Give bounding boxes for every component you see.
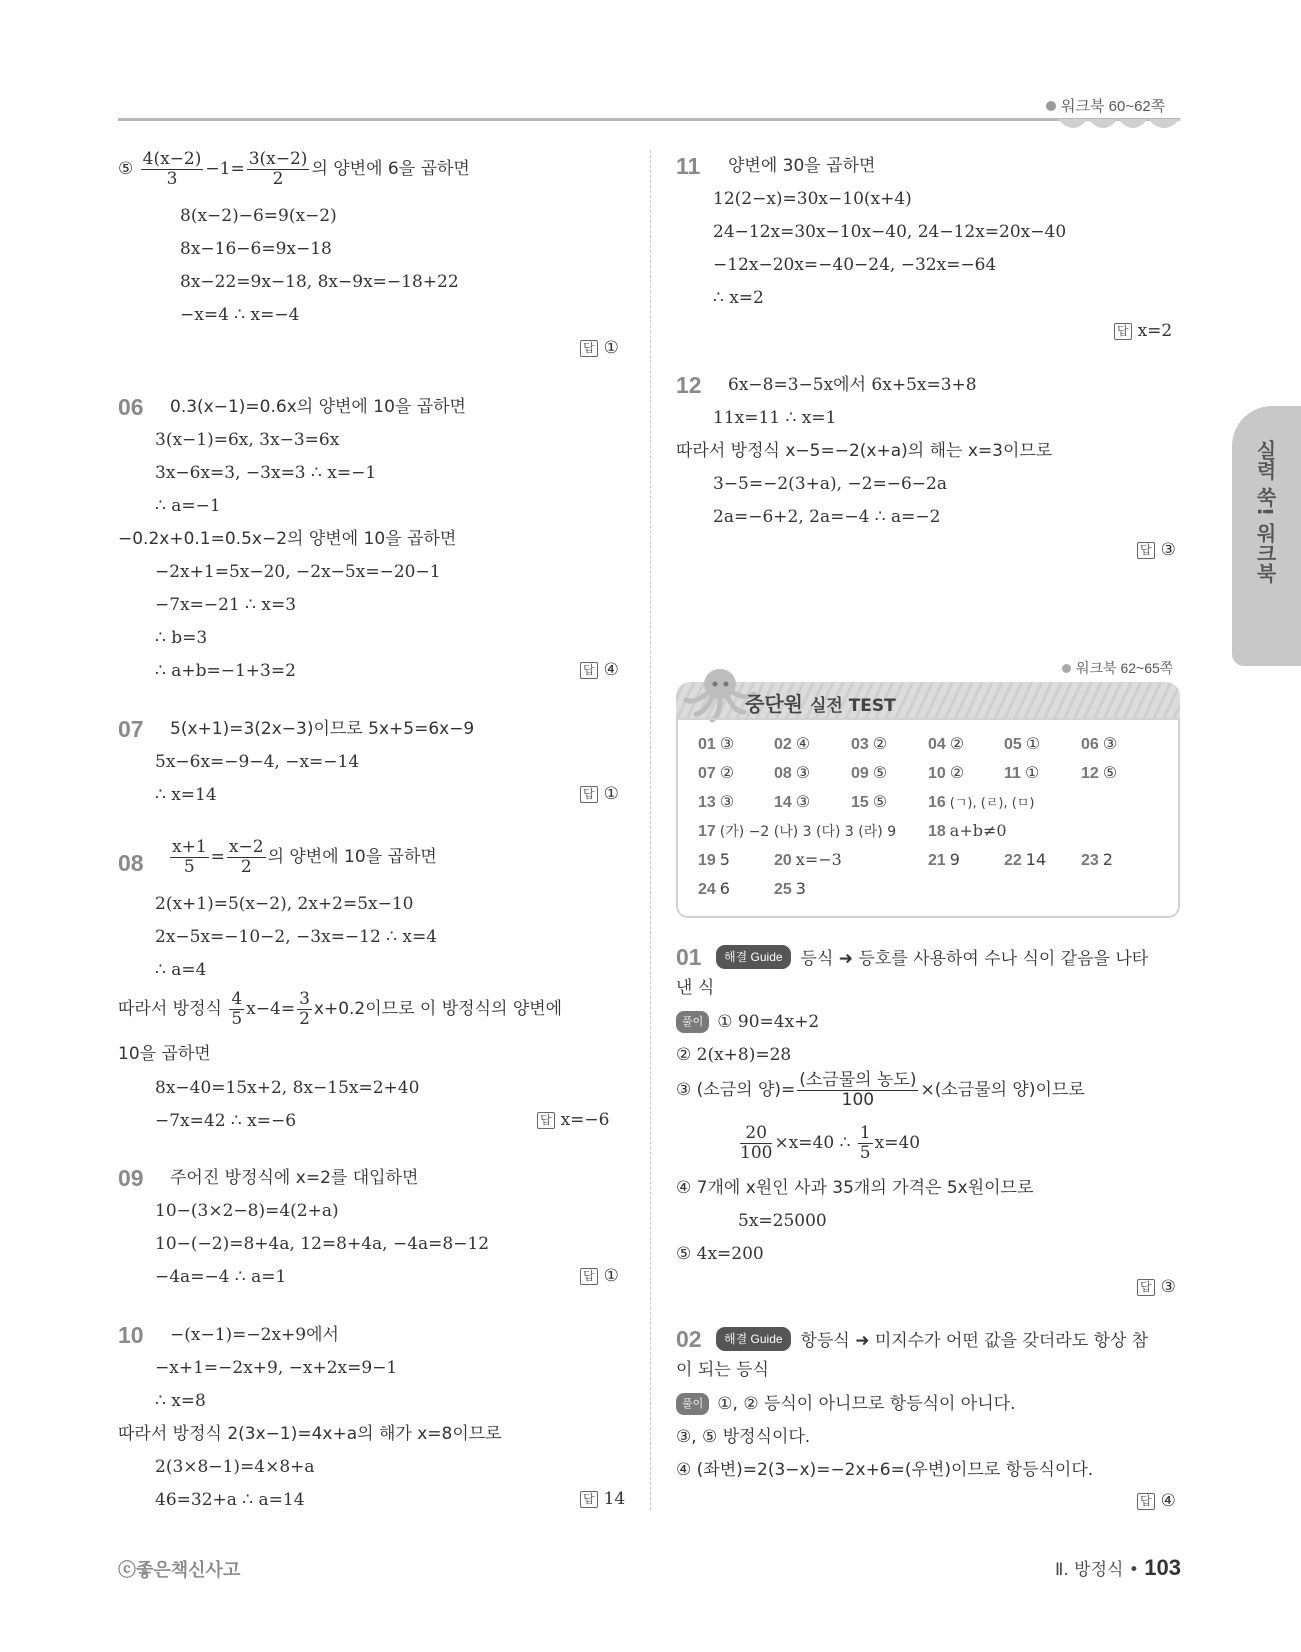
q06-line-8: ∴ b=3 (155, 628, 208, 648)
test-answer-25: 25 3 (774, 879, 806, 898)
q12-line-4: 3−5=−2(3+a), −2=−6−2a (713, 474, 948, 494)
test-answer-22: 22 14 (1004, 850, 1047, 869)
q12-number: 12 (676, 372, 702, 398)
test-answer-05: 05 ① (1004, 734, 1041, 753)
q09-line-2: 10−(3×2−8)=4(2+a) (155, 1201, 339, 1221)
s01-guide-line: 해결 Guide 등식 ➜ 등호를 사용하여 수나 식이 같음을 나타 (706, 945, 1148, 970)
q12-line-2: 11x=11 ∴ x=1 (713, 408, 837, 428)
s02-line-3: ④ (좌변)=2(3−x)=−2x+6=(우변)이므로 항등식이다. (676, 1460, 1094, 1480)
test-answer-04: 04 ② (928, 734, 965, 753)
s01-line-1: 풀이 ① 90=4x+2 (676, 1011, 819, 1033)
s01-guide-line-2: 낸 식 (676, 978, 715, 998)
test-workbook-ref: 워크북 62~65쪽 (1062, 658, 1173, 678)
q05-answer: 답 ① (580, 338, 619, 358)
q10-line-3: ∴ x=8 (155, 1391, 206, 1411)
q10-number: 10 (118, 1322, 144, 1348)
guide-badge: 해결 Guide (716, 1327, 791, 1351)
test-answer-10: 10 ② (928, 763, 965, 782)
s01-line-7: ⑤ 4x=200 (676, 1244, 764, 1264)
s02-line-2: ③, ⑤ 방정식이다. (676, 1427, 811, 1447)
q10-line-6: 46=32+a ∴ a=14 (155, 1490, 305, 1510)
q11-number: 11 (676, 153, 701, 179)
test-answer-24: 24 6 (698, 879, 730, 898)
q07-answer: 답 ① (580, 784, 619, 804)
test-answer-11: 11 ① (1004, 763, 1040, 782)
publisher-logo: ⓒ좋은책신사고 (118, 1560, 241, 1581)
s02-guide-line: 해결 Guide 항등식 ➜ 미지수가 어떤 값을 갖더라도 항상 참 (706, 1327, 1148, 1352)
q10-line-4: 따라서 방정식 2(3x−1)=4x+a의 해가 x=8이므로 (118, 1424, 502, 1444)
test-answer-17: 17 (가) −2 (나) 3 (다) 3 (라) 9 (698, 823, 897, 840)
q11-line-5: ∴ x=2 (713, 288, 764, 308)
q08-line-3: 2x−5x=−10−2, −3x=−12 ∴ x=4 (155, 927, 438, 947)
q11-answer: 답 x=2 (1114, 321, 1172, 341)
test-answer-18: 18 a+b≠0 (928, 821, 1007, 840)
q08-line-8: −7x=42 ∴ x=−6 (155, 1111, 297, 1131)
q09-line-1: 주어진 방정식에 x=2를 대입하면 (170, 1168, 419, 1188)
q06-line-7: −7x=−21 ∴ x=3 (155, 595, 297, 615)
q08-line-1: $\frac{x+1}{5}$ = $\frac{x-2}{2}$ 의 양변에 10을 곱하면 (172, 837, 437, 877)
wave-decoration-icon (1058, 119, 1180, 135)
solution-badge: 풀이 (676, 1393, 709, 1415)
test-answer-19: 19 5 (698, 850, 730, 869)
s01-line-4: $\frac{20}{100}$ ×x=40 ∴ $\frac{1}{5}$ x=40 (740, 1123, 921, 1163)
header-rule (118, 118, 1180, 121)
q10-line-1: −(x−1)=−2x+9에서 (170, 1325, 339, 1345)
octopus-icon (676, 660, 756, 724)
q06-line-9: ∴ a+b=−1+3=2 (155, 661, 296, 681)
q07-line-3: ∴ x=14 (155, 785, 217, 805)
column-divider (650, 150, 651, 1510)
q11-line-4: −12x−20x=−40−24, −32x=−64 (713, 255, 997, 275)
q05-line-4: 8x−22=9x−18, 8x−9x=−18+22 (180, 272, 459, 292)
q06-number: 06 (118, 394, 144, 420)
bullet-dot-icon (1062, 664, 1071, 673)
page-number: 103 (1144, 1555, 1181, 1580)
q07-line-2: 5x−6x=−9−4, −x=−14 (155, 752, 360, 772)
q10-answer: 답 14 (580, 1489, 625, 1509)
q08-line-5: 따라서 방정식 $\frac{4}{5}$ x−4= $\frac{3}{2}$ x+0.2이므로 이 방정식의 양변에 (118, 989, 563, 1029)
test-answer-06: 06 ③ (1081, 734, 1118, 753)
s02-number: 02 (676, 1326, 702, 1352)
side-tab-label: 실력 쑥! 워크북 (1253, 440, 1277, 584)
q08-line-4: ∴ a=4 (155, 960, 207, 980)
q06-line-5: −0.2x+0.1=0.5x−2의 양변에 10을 곱하면 (118, 529, 457, 549)
test-answer-14: 14 ③ (774, 792, 811, 811)
test-answer-01: 01 ③ (698, 734, 735, 753)
test-answer-21: 21 9 (928, 850, 960, 869)
s02-answer: 답 ④ (1137, 1491, 1176, 1511)
guide-badge: 해결 Guide (716, 945, 791, 969)
q06-line-4: ∴ a=−1 (155, 496, 221, 516)
test-answer-15: 15 ⑤ (851, 792, 888, 811)
q11-line-3: 24−12x=30x−10x−40, 24−12x=20x−40 (713, 222, 1067, 242)
s01-number: 01 (676, 944, 702, 970)
q05-line-2: 8(x−2)−6=9(x−2) (180, 206, 337, 226)
test-answer-16: 16 (ㄱ), (ㄹ), (ㅁ) (928, 794, 1035, 811)
test-title: 중단원 실전 TEST (745, 692, 896, 716)
q09-number: 09 (118, 1165, 144, 1191)
q05-line-1: ⑤ $\frac{4(x-2)}{3}$ −1= $\frac{3(x-2)}{2}$ 의 양변에 6을 곱하면 (118, 149, 470, 189)
s02-line-1: 풀이 ①, ② 등식이 아니므로 항등식이 아니다. (676, 1393, 1015, 1415)
q09-line-3: 10−(−2)=8+4a, 12=8+4a, −4a=8−12 (155, 1234, 490, 1254)
solution-badge: 풀이 (676, 1011, 709, 1033)
q12-line-3: 따라서 방정식 x−5=−2(x+a)의 해는 x=3이므로 (676, 441, 1053, 461)
q08-line-2: 2(x+1)=5(x−2), 2x+2=5x−10 (155, 894, 414, 914)
q06-line-2: 3(x−1)=6x, 3x−3=6x (155, 430, 340, 450)
q11-line-2: 12(2−x)=30x−10(x+4) (713, 189, 912, 209)
q06-answer: 답 ④ (580, 660, 619, 680)
test-answer-13: 13 ③ (698, 792, 735, 811)
bullet-dot-icon (1046, 101, 1056, 111)
q09-answer: 답 ① (580, 1266, 619, 1286)
test-answer-07: 07 ② (698, 763, 735, 782)
q08-number: 08 (118, 850, 144, 876)
q05-line-5: −x=4 ∴ x=−4 (180, 305, 300, 325)
q10-line-2: −x+1=−2x+9, −x+2x=9−1 (155, 1358, 398, 1378)
q06-line-6: −2x+1=5x−20, −2x−5x=−20−1 (155, 562, 441, 582)
q05-line-3: 8x−16−6=9x−18 (180, 239, 332, 259)
q11-line-1: 양변에 30을 곱하면 (728, 156, 876, 176)
q08-answer: 답 x=−6 (537, 1110, 610, 1130)
q08-line-7: 8x−40=15x+2, 8x−15x=2+40 (155, 1078, 420, 1098)
page-footer: Ⅱ. 방정식 • 103 (1055, 1555, 1181, 1580)
test-answer-08: 08 ③ (774, 763, 811, 782)
q07-number: 07 (118, 716, 144, 742)
workbook-page-ref: 워크북 60~62쪽 (1046, 95, 1165, 116)
s01-answer: 답 ③ (1137, 1277, 1176, 1297)
test-answer-23: 23 2 (1081, 850, 1113, 869)
s01-line-2: ② 2(x+8)=28 (676, 1045, 792, 1065)
s01-line-5: ④ 7개에 x원인 사과 35개의 가격은 5x원이므로 (676, 1178, 1034, 1198)
test-answer-03: 03 ② (851, 734, 888, 753)
q09-line-4: −4a=−4 ∴ a=1 (155, 1267, 287, 1287)
q06-line-1: 0.3(x−1)=0.6x의 양변에 10을 곱하면 (170, 397, 466, 417)
test-answer-20: 20 x=−3 (774, 850, 842, 869)
s02-guide-line-2: 이 되는 등식 (676, 1360, 769, 1380)
q12-line-1: 6x−8=3−5x에서 6x+5x=3+8 (728, 375, 977, 395)
q07-line-1: 5(x+1)=3(2x−3)이므로 5x+5=6x−9 (170, 719, 475, 739)
test-answer-09: 09 ⑤ (851, 763, 888, 782)
q06-line-3: 3x−6x=3, −3x=3 ∴ x=−1 (155, 463, 377, 483)
test-answer-12: 12 ⑤ (1081, 763, 1118, 782)
q10-line-5: 2(3×8−1)=4×8+a (155, 1457, 315, 1477)
q12-line-5: 2a=−6+2, 2a=−4 ∴ a=−2 (713, 507, 941, 527)
s01-line-6: 5x=25000 (738, 1211, 827, 1231)
q12-answer: 답 ③ (1137, 540, 1176, 560)
test-answer-02: 02 ④ (774, 734, 811, 753)
s01-line-3: ③ (소금의 양)= $\frac{\text{(소금물의 농도)}}{100}$ ×(소금물의 양)이므로 (676, 1070, 1085, 1110)
q08-line-6: 10을 곱하면 (118, 1044, 211, 1064)
